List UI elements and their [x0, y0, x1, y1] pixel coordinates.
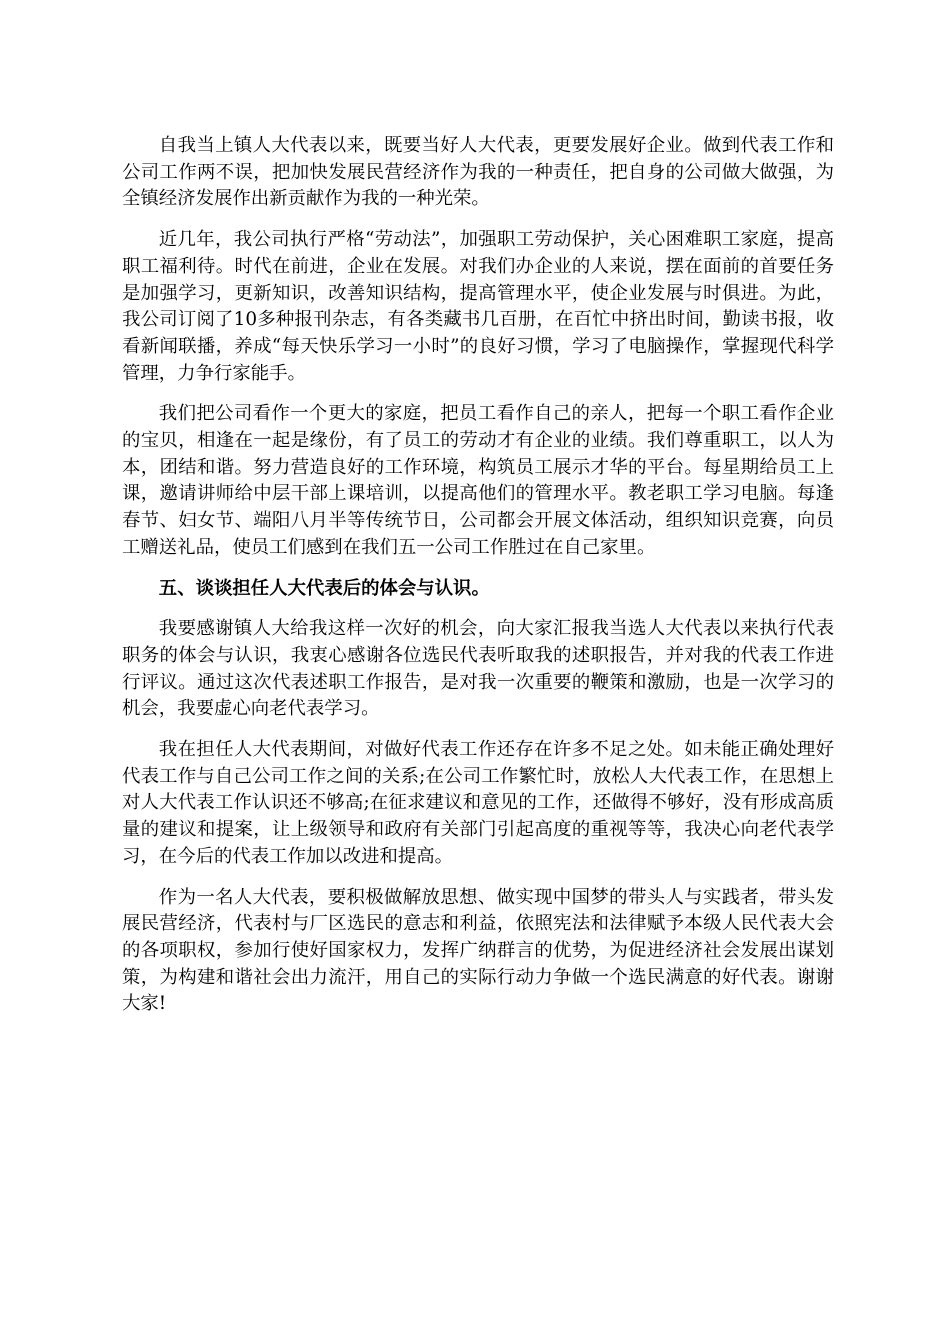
paragraph: 作为一名人大代表，要积极做解放思想、做实现中国梦的带头人与实践者，带头发展民营经济，代表村与厂区选民的意志和利益，依照宪法和法律赋予本级人民代表大会的各项职权，参加行使好国家权力，发挥广纳群言的优势，为促进经济社会发展出谋划策，为构建和谐社会出力流汗，用自己的实际行动力争做一个选民满意的好代表。谢谢大家!: [122, 886, 834, 1015]
paragraph: 我们把公司看作一个更大的家庭，把员工看作自己的亲人，把每一个职工看作企业的宝贝，相逢在一起是缘份，有了员工的劳动才有企业的业绩。我们尊重职工，以人为本，团结和谐。努力营造良好的工作环境，构筑员工展示才华的平台。每星期给员工上课，邀请讲师给中层干部上课培训，以提高他们的管理水平。教老职工学习电脑。每逢春节、妇女节、端阳八月半等传统节日，公司都会开展文体活动，组织知识竞赛，向员工赠送礼品，使员工们感到在我们五一公司工作胜过在自己家里。: [122, 403, 834, 558]
section-heading: 五、谈谈担任人大代表后的体会与认识。: [158, 577, 490, 599]
paragraph: 我要感谢镇人大给我这样一次好的机会，向大家汇报我当选人大代表以来执行代表职务的体会与认识，我衷心感谢各位选民代表听取我的述职报告，并对我的代表工作进行评议。通过这次代表述职工作报告，是对我一次重要的鞭策和激励，也是一次学习的机会，我要虚心向老代表学习。: [122, 618, 834, 720]
document-body: [122, 133, 834, 1032]
paragraph: 自我当上镇人大代表以来，既要当好人大代表，更要发展好企业。做到代表工作和公司工作两不误，把加快发展民营经济作为我的一种责任，把自身的公司做大做强，为全镇经济发展作出新贡献作为我的一种光荣。: [122, 135, 834, 210]
paragraph: 我在担任人大代表期间，对做好代表工作还存在许多不足之处。如未能正确处理好代表工作与自己公司工作之间的关系;在公司工作繁忙时，放松人大代表工作，在思想上对人大代表工作认识还不够高;在征求建议和意见的工作，还做得不够好，没有形成高质量的建议和提案，让上级领导和政府有关部门引起高度的重视等等，我决心向老代表学习，在今后的代表工作加以改进和提高。: [122, 739, 834, 867]
paragraph: 近几年，我公司执行严格“劳动法”，加强职工劳动保护，关心困难职工家庭，提高职工福利待。时代在前进，企业在发展。对我们办企业的人来说，摆在面前的首要任务是加强学习，更新知识，改善知识结构，提高管理水平，使企业发展与时俱进。为此，我公司订阅了10多种报刊杂志，有各类藏书几百册，在百忙中挤出时间，勤读书报，收看新闻联播，养成“每天快乐学习一小时”的良好习惯，学习了电脑操作，掌握现代科学管理，力争行家能手。: [122, 229, 834, 384]
